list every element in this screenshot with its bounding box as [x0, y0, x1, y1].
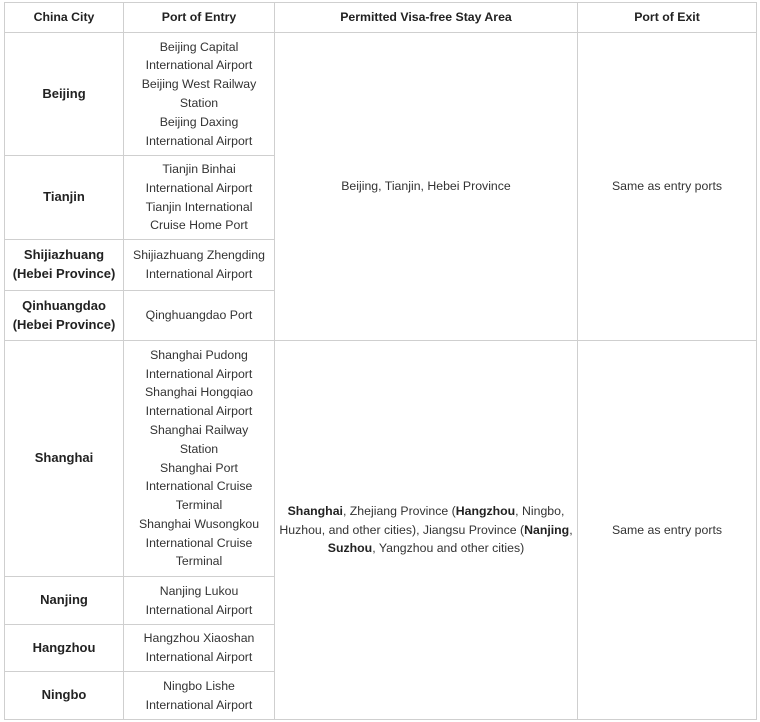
port-line: International Airport [145, 650, 253, 664]
port-line: International Airport [145, 133, 253, 148]
city-cell-ningbo [5, 672, 124, 720]
port-cell-tianjin [124, 156, 275, 240]
port-line: Hangzhou Xiaoshan [143, 631, 255, 646]
area-text: , Zhejiang Province ( [342, 503, 456, 518]
city-name: Beijing [42, 85, 86, 101]
port-line: International Airport [145, 58, 253, 73]
city-name: Nanjing [40, 592, 88, 608]
port-line: Nanjing Lukou [159, 583, 239, 598]
city-cell-shanghai [5, 341, 124, 577]
exit-cell-group2: Same as entry ports [578, 341, 757, 720]
city-name: Shijiazhuang [23, 247, 105, 263]
port-cell-qinhuangdao [124, 291, 275, 341]
area-city-suzhou: Suzhou [327, 541, 373, 556]
header-row [5, 3, 757, 33]
city-cell-qinhuangdao [5, 291, 124, 341]
port-line: Terminal [175, 554, 223, 569]
port-line: Shanghai Wusongkou [138, 516, 260, 531]
table-row-beijing [5, 33, 757, 156]
port-line: Tianjin Binhai [162, 161, 236, 176]
city-province: (Hebei Province) [12, 266, 116, 281]
port-line: International Cruise [145, 535, 253, 550]
port-line: Beijing Daxing [159, 114, 239, 129]
port-cell-shanghai [124, 341, 275, 577]
port-line: Shanghai Pudong [150, 347, 248, 362]
port-line: International Airport [145, 697, 253, 712]
area-city-shanghai: Shanghai [287, 503, 343, 518]
port-cell-shijiazhuang [124, 240, 275, 291]
port-cell-hangzhou [124, 625, 275, 672]
area-cell-group1: Beijing, Tianjin, Hebei Province [275, 33, 578, 341]
port-line: Station [179, 96, 219, 110]
port-line: International Airport [145, 366, 253, 381]
city-cell-shijiazhuang [5, 240, 124, 291]
port-line: International Cruise [145, 479, 253, 494]
area-city-hangzhou: Hangzhou [455, 503, 516, 518]
header-visa-free-area: Permitted Visa-free Stay Area [275, 3, 578, 33]
city-province: (Hebei Province) [12, 316, 116, 332]
port-line: Shijiazhuang Zhengding [133, 248, 265, 263]
port-cell-nanjing [124, 577, 275, 625]
port-cell-beijing [124, 33, 275, 156]
city-name: Ningbo [41, 687, 87, 703]
area-text: Huzhou, and other cities), Jiangsu Province ( [279, 522, 525, 537]
port-line: International Airport [145, 180, 253, 195]
visa-free-ports-table [4, 2, 757, 720]
city-cell-nanjing [5, 577, 124, 625]
city-cell-hangzhou [5, 625, 124, 672]
port-line: Station [179, 441, 219, 456]
city-name: Qinhuangdao [22, 297, 106, 313]
port-line: Ningbo Lishe [163, 678, 235, 693]
port-line: International Airport [145, 404, 253, 419]
port-line: Tianjin International [145, 199, 253, 214]
exit-cell-group1: Same as entry ports [578, 33, 757, 341]
area-text: , Ningbo, [515, 503, 565, 518]
port-line: Qinghuangdao Port [145, 308, 253, 323]
table-row-shanghai [5, 341, 757, 577]
city-cell-tianjin [5, 156, 124, 240]
port-line: Shanghai Hongqiao [144, 385, 254, 400]
port-line: Beijing Capital [159, 39, 239, 54]
port-cell-ningbo [124, 672, 275, 720]
area-text: , Yangzhou and other cities) [372, 541, 525, 556]
area-cell-group2 [275, 341, 578, 720]
port-line: Cruise Home Port [150, 218, 248, 233]
port-line: International Airport [145, 602, 253, 617]
port-line: International Airport [145, 267, 253, 281]
port-line: Beijing West Railway [141, 77, 257, 92]
header-port-of-exit: Port of Exit [578, 3, 757, 33]
area-city-nanjing: Nanjing [524, 522, 570, 537]
city-name: Tianjin [43, 189, 85, 205]
city-name: Shanghai [34, 450, 94, 466]
port-line: Shanghai Port [160, 460, 238, 475]
city-name: Hangzhou [32, 639, 96, 655]
area-text: , [569, 522, 573, 537]
header-china-city: China City [5, 3, 124, 33]
port-line: Terminal [175, 498, 223, 513]
city-cell-beijing [5, 33, 124, 156]
header-port-of-entry: Port of Entry [124, 3, 275, 33]
port-line: Shanghai Railway [149, 422, 249, 437]
